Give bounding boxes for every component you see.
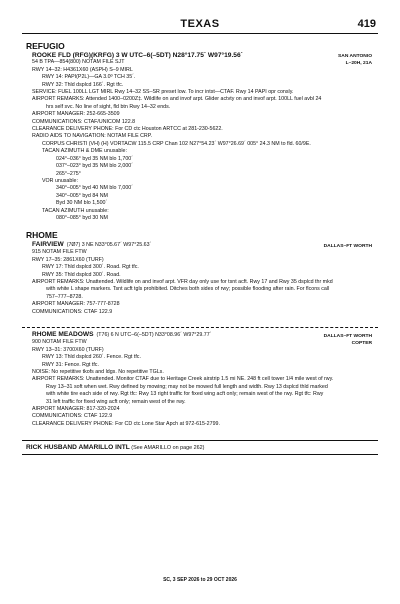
section-divider bbox=[22, 454, 378, 455]
airport-entry-rooke-fld bbox=[32, 52, 372, 222]
vor-restriction: 340°–005° byd 40 NM blo 7,000´ bbox=[56, 185, 133, 192]
city-heading-rhome: RHOME bbox=[26, 230, 58, 240]
airport-remarks-cont: hrs self svc. No line of sight, fld btn Rwy 14–32 ends. bbox=[46, 103, 171, 110]
vor-heading: VOR unusable: bbox=[42, 177, 78, 184]
airport-ident-line: (7Ø7) 3 NE N33°05.67´ W97°25.63´ bbox=[66, 242, 152, 248]
airport-remarks-cont: with white tire each side of rwy. Rgt tfc: Rwy 13 right traffic for fixed wing acft only; remain west of the rwy. Rgt tfc: Rwy bbox=[46, 391, 324, 398]
cross-reference-name: RICK HUSBAND AMARILLO INTL bbox=[26, 444, 130, 451]
communications: COMMUNICATIONS: CTAF 122.9 bbox=[32, 413, 113, 420]
airport-name-line: ROOKE FLD (RFG)(KRFG) 3 W UTC–6(–5DT) N28°17.75´ W97°19.56´ bbox=[32, 52, 243, 59]
airport-elevation-line: 54 B TPA—854(800) NOTAM FILE SJT bbox=[32, 59, 125, 66]
runway-info: RWY 17–35: 2861X60 (TURF) bbox=[32, 256, 104, 263]
airport-ident-line: (T76) 6 N UTC–6(–5DT) N33°08.96´ W97°29.77´ bbox=[96, 332, 212, 338]
runway-35-info: RWY 35: Thld dsplcd 300´. Road. bbox=[42, 271, 121, 278]
page-header-state: TEXAS bbox=[180, 18, 220, 30]
tacan-dme-heading: TACAN AZIMUTH & DME unusable: bbox=[42, 148, 127, 155]
tacan-az-restriction: 080°–085° byd 30 NM bbox=[56, 214, 108, 221]
runway-32-info: RWY 32: Thld dsplcd 166´. Rgt tfc. bbox=[42, 81, 124, 88]
clearance-delivery: CLEARANCE DELIVERY PHONE: For CD ctc Houston ARTCC at 281-230-5622. bbox=[32, 126, 223, 133]
vor-restriction: 340°–005° byd 84 NM bbox=[56, 192, 108, 199]
airport-manager: AIRPORT MANAGER: 757-777-8728 bbox=[32, 301, 120, 308]
airport-remarks: AIRPORT REMARKS: Attended 1400–0200Z‡. Wildlife on and invof arpt. Glider actvty on and invof arpt. 100LL fuel avbl 24 bbox=[32, 96, 322, 103]
noise-info: NOISE: No repetitive tkofs and ldgs. No repetitive TGLs. bbox=[32, 369, 164, 376]
runway-info: RWY 14–32: H4361X60 (ASPH) S–9 MIRL bbox=[32, 66, 133, 73]
vor-restriction: Byd 30 NM blo 1,500´ bbox=[56, 200, 108, 207]
airport-entry-rhome-meadows bbox=[32, 331, 372, 428]
clearance-delivery: CLEARANCE DELIVERY PHONE: For CD ctc Lone Star Apch at 972-615-2799. bbox=[32, 420, 220, 427]
tacan-az-heading: TACAN AZIMUTH unusable: bbox=[42, 207, 109, 214]
tacan-dme-restriction: 265°–275° bbox=[56, 170, 81, 177]
airport-remarks-cont: with white L shape markers. Tsnt acft tgls prohibited. Ditches both sides of rwy; possible flooding after rain. For flcons call bbox=[46, 286, 330, 293]
communications: COMMUNICATIONS: CTAF 122.9 bbox=[32, 308, 113, 315]
runway-31-info: RWY 31: Fence. Rgt tfc. bbox=[42, 361, 99, 368]
airport-remarks: AIRPORT REMARKS: Unattended. Wildlife on and invof arpt. VFR day only use for tsnt acft. Rwy 17 and Rwy 35 dsplcd thr mkd bbox=[32, 279, 333, 286]
airport-manager: AIRPORT MANAGER: 817-320-2024 bbox=[32, 406, 120, 413]
runway-14-info: RWY 14: PAPI(P2L)—GA 3.0º TCH 35´. bbox=[42, 74, 136, 81]
page-number: 419 bbox=[357, 18, 376, 30]
runway-13-info: RWY 13: Thld dsplcd 260´. Fence. Rgt tfc. bbox=[42, 354, 141, 361]
airport-name: RHOME MEADOWS bbox=[32, 331, 94, 338]
runway-17-info: RWY 17: Thld dsplcd 300´. Road. Rgt tfc. bbox=[42, 264, 139, 271]
airport-remarks: AIRPORT REMARKS: Unattended. Monitor CTAF due to Heritage Creek airstrip 1.5 mi NE. 248 ft cell tower 1/4 mile west of rwy. bbox=[32, 376, 334, 383]
runway-info: RWY 13–31: 3700X60 (TURF) bbox=[32, 346, 104, 353]
meadows-section: DALLAS–FT WORTH bbox=[323, 334, 372, 339]
service-info: SERVICE: FUEL 100LL LGT MIRL Rwy 14–32 SS–SR preset low. To incr intst—CTAF. Rwy 14 PAPI opr consly. bbox=[32, 89, 294, 96]
cross-reference-page: (See AMARILLO on page 262) bbox=[129, 445, 205, 451]
communications: COMMUNICATIONS: CTAF/UNICOM 122.8 bbox=[32, 118, 136, 125]
refugio-chart: L–20H, 21A bbox=[345, 61, 372, 66]
radio-aids: RADIO AIDS TO NAVIGATION: NOTAM FILE CRP. bbox=[32, 133, 153, 140]
airport-name: FAIRVIEW bbox=[32, 241, 64, 248]
section-divider bbox=[22, 440, 378, 441]
airport-remarks-cont: 31 left traffic for fixed wing acft only; remain west of the rwy. bbox=[46, 398, 186, 405]
entry-divider bbox=[22, 327, 378, 328]
tacan-dme-restriction: 024°–036° byd 35 NM blo 1,700´ bbox=[56, 155, 133, 162]
airport-elevation-line: 900 NOTAM FILE FTW bbox=[32, 339, 87, 346]
airport-elevation-line: 915 NOTAM FILE FTW bbox=[32, 249, 87, 256]
header-rule bbox=[22, 33, 378, 34]
vortac-info: CORPUS CHRISTI (VH) (H) VORTACW 115.5 CRP Chan 102 N27°54.23´ W97°26.69´ 005° 24.3 NM to fld. 60/9E. bbox=[42, 140, 311, 147]
airport-remarks-cont: 757–777–8728. bbox=[46, 293, 83, 300]
airport-entry-fairview bbox=[32, 241, 372, 316]
airport-manager: AIRPORT MANAGER: 252-665-3509 bbox=[32, 111, 120, 118]
city-heading-refugio: REFUGIO bbox=[26, 41, 65, 51]
refugio-section: SAN ANTONIO bbox=[338, 54, 372, 59]
airport-remarks-cont: Rwy 13–31 soft when wet. Rwy defined by mowing; may not be mowed full length and width. Rwy 13 dsplcd thld marked bbox=[46, 383, 328, 390]
fairview-section: DALLAS–FT WORTH bbox=[323, 244, 372, 249]
cross-reference-rick-husband bbox=[26, 444, 204, 451]
tacan-dme-restriction: 037°–023° byd 35 NM blo 2,000´ bbox=[56, 163, 133, 170]
effective-dates-footer: SC, 3 SEP 2026 to 29 OCT 2026 bbox=[163, 577, 237, 583]
meadows-chart: COPTER bbox=[351, 341, 372, 346]
